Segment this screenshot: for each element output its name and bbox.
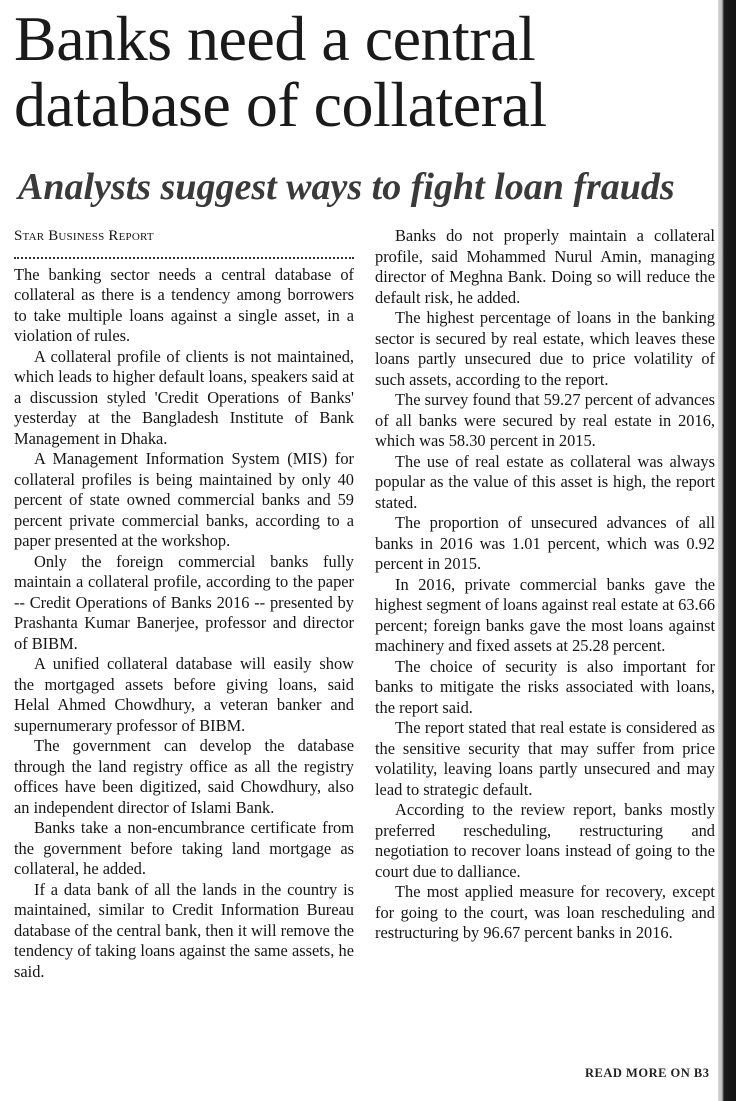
paragraph: The most applied measure for recovery, except for going to the court, was loan rescheduling and restructuring by 96.67 percent banks in 2016. — [375, 882, 715, 942]
paragraph: A Management Information System (MIS) for collateral profiles is being maintained by only 40 percent of state owned commercial banks and 59 percent private commercial banks, according to a paper presented at the workshop. — [14, 449, 354, 550]
byline: Star Business Report — [14, 228, 154, 244]
paragraph: The use of real estate as collateral was always popular as the value of this asset is high, the report stated. — [375, 451, 715, 512]
paragraph: The government can develop the database through the land registry office as all the registry offices have been digitized, said Chowdhury, also an independent director of Islami Bank. — [14, 736, 354, 817]
subheadline: Analysts suggest ways to fight loan frauds — [18, 166, 675, 208]
paragraph: The proportion of unsecured advances of all banks in 2016 was 1.01 percent, which was 0.92 percent in 2015. — [375, 513, 715, 573]
headline: Banks need a central database of collateral — [14, 3, 547, 140]
paragraph: The banking sector needs a central database of collateral as there is a tendency among borrowers to take multiple loans against a single asset, in a violation of rules. — [14, 264, 354, 345]
paragraph: A unified collateral database will easily show the mortgaged assets before giving loans, said Helal Ahmed Chowdhury, a veteran banker and supernumerary professor of BIBM. — [14, 654, 354, 735]
paragraph: In 2016, private commercial banks gave the highest segment of loans against real estate at 63.66 percent; foreign banks gave the most loans against machinery and fixed assets at 25.28 percent. — [375, 574, 716, 655]
paragraph: According to the review report, banks mostly preferred rescheduling, restructuring and negotiation to recover loans instead of going to the court due to dalliance. — [375, 800, 715, 881]
paragraph: Banks take a non-encumbrance certificate from the government before taking land mortgage as collateral, he added. — [14, 818, 354, 878]
read-more-link[interactable]: READ MORE ON B3 — [585, 1066, 710, 1080]
paragraph: Only the foreign commercial banks fully maintain a collateral profile, according to the paper -- Credit Operations of Banks 2016 -- presented by Prashanta Kumar Banerjee, professor and director of BIBM. — [14, 551, 354, 653]
right-column — [375, 226, 715, 944]
paragraph: The report stated that real estate is considered as the sensitive security that may suffer from price volatility, leaving loans partly unsecured and may lead to strategic default. — [375, 718, 715, 799]
paragraph: If a data bank of all the lands in the country is maintained, similar to Credit Information Bureau database of the central bank, then it will remove the tendency of taking loans against the same assets, he said. — [14, 879, 354, 981]
paragraph: The survey found that 59.27 percent of advances of all banks were secured by real estate in 2016, which was 58.30 percent in 2015. — [375, 390, 715, 450]
paragraph: The choice of security is also important for banks to mitigate the risks associated with loans, the report said. — [375, 656, 715, 717]
paragraph: Banks do not properly maintain a collateral profile, said Mohammed Nurul Amin, managing director of Meghna Bank. Doing so will reduce the default risk, he added. — [375, 226, 715, 307]
paragraph: The highest percentage of loans in the banking sector is secured by real estate, which leaves these loans partly unsecured due to price volatility of such assets, according to the report. — [375, 308, 715, 389]
paragraph: A collateral profile of clients is not maintained, which leads to higher default loans, speakers said at a discussion styled 'Credit Operations of Banks' yesterday at the Bangladesh Institute of Bank Management in Dhaka. — [14, 346, 355, 448]
column-rule — [718, 0, 736, 1101]
left-column — [14, 226, 354, 982]
byline-divider — [14, 249, 354, 259]
